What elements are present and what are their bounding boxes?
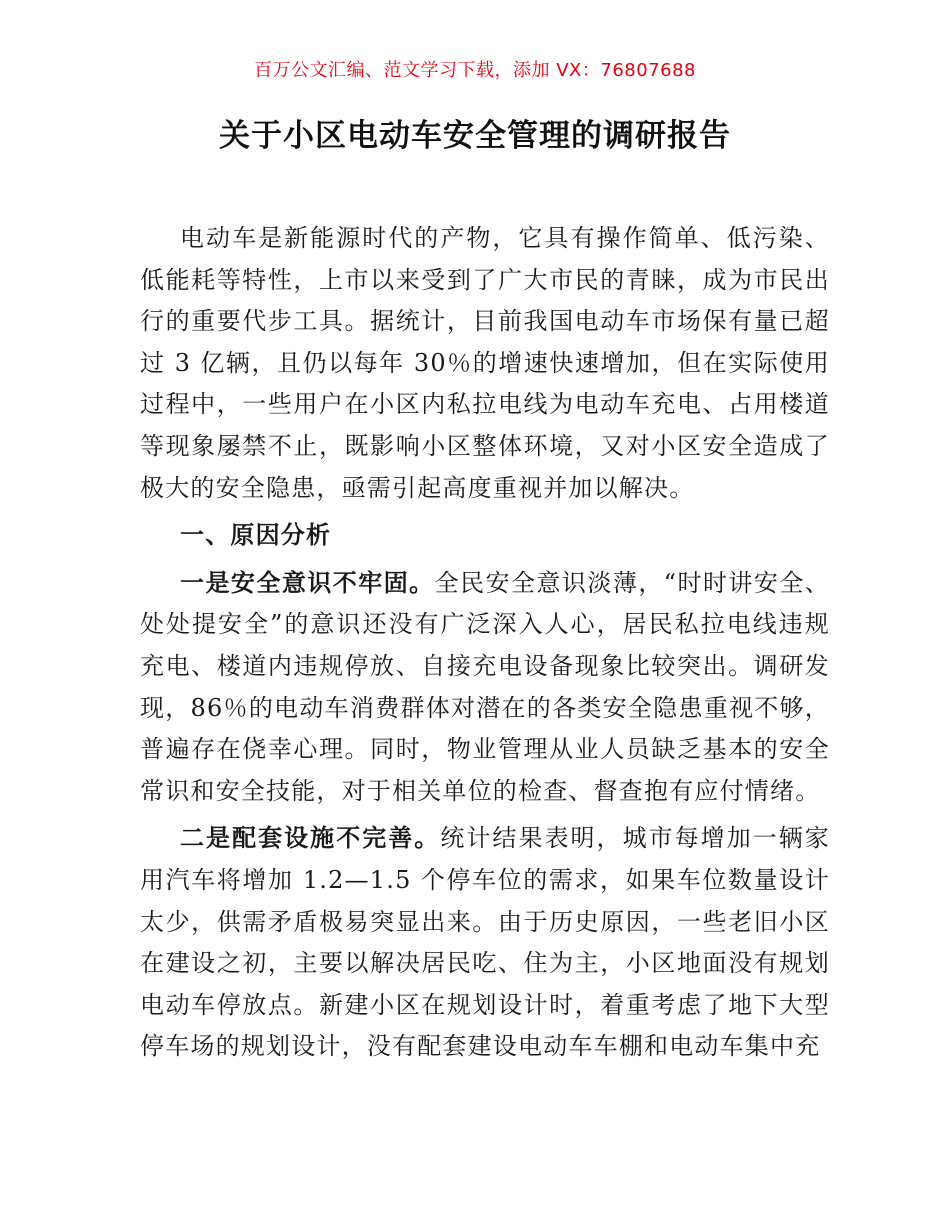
point-two-text: 统计结果表明，城市每增加一辆家用汽车将增加 1.2—1.5 个停车位的需求，如果车位数量设计太少，供需矛盾极易突显出来。由于历史原因，一些老旧小区在建设之初，主要以解决居民吃、住为主，小区地面没有规划电动车停放点。新建小区在规划设计时，着重考虑了地下大型停车场的规划设计，没有配套建设电动车车棚和电动车集中充	[140, 824, 831, 1061]
point-two-lead: 二是配套设施不完善。	[180, 824, 441, 853]
header-banner: 百万公文汇编、范文学习下载，添加 VX：76807688	[254, 60, 696, 81]
point-one-text: 全民安全意识淡薄，“时时讲安全、处处提安全”的意识还没有广泛深入人心，居民私拉电线违规充电、楼道内违规停放、自接充电设备现象比较突出。调研发现，86％的电动车消费群体对潜在的各类安全隐患重视不够，普遍存在侥幸心理。同时，物业管理从业人员缺乏基本的安全常识和安全技能，对于相关单位的检查、督查抱有应付情绪。	[140, 568, 831, 805]
document-body	[140, 218, 830, 1074]
section-heading-cause-analysis: 一、原因分析	[180, 521, 332, 550]
point-one-paragraph	[140, 563, 830, 813]
document-title: 关于小区电动车安全管理的调研报告	[219, 118, 731, 154]
point-two-paragraph	[140, 818, 830, 1068]
point-one-lead: 一是安全意识不牢固。	[180, 568, 435, 597]
intro-paragraph: 电动车是新能源时代的产物，它具有操作简单、低污染、低能耗等特性，上市以来受到了广大市民的青睐，成为市民出行的重要代步工具。据统计，目前我国电动车市场保有量已超过 3 亿辆，且仍以每年 30％的增速快速增加，但在实际使用过程中，一些用户在小区内私拉电线为电动车充电、占用楼道等现象屡禁不止，既影响小区整体环境，又对小区安全造成了极大的安全隐患，亟需引起高度重视并加以解决。	[140, 224, 830, 502]
